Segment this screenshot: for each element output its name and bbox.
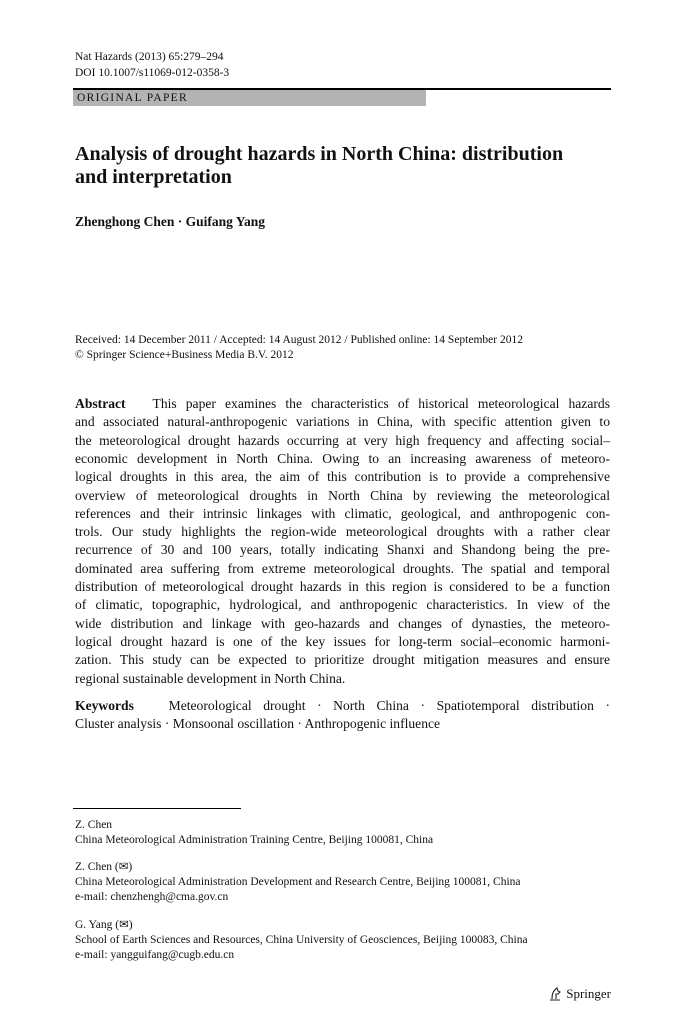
abstract-line: [75, 395, 610, 413]
abstract-text: This paper examines the characteristics of historical meteorological hazards: [152, 396, 610, 411]
abstract-line: logical droughts in this area, the aim of this contribution is to provide a comprehensive: [75, 469, 610, 485]
abstract-line: logical drought hazard is one of the key issues for long-term social–economic harmoni-: [75, 633, 610, 649]
email-link[interactable]: e-mail: chenzhengh@cma.gov.cn: [75, 891, 229, 903]
affiliation: [75, 818, 433, 848]
abstract-line: zation. This study can be expected to prioritize drought mitigation measures and ensure: [75, 652, 610, 668]
journal-citation: Nat Hazards (2013) 65:279–294: [75, 51, 224, 63]
affiliation-org: China Meteorological Administration Development and Research Centre, Beijing 100081, China: [75, 876, 521, 888]
publisher-logo: [547, 986, 611, 1002]
springer-horse-icon: [547, 986, 563, 1002]
abstract-line: of climatic, topographic, hydrological, and anthropogenic characteristics. In view of the: [75, 597, 610, 613]
footnote-rule: [73, 808, 241, 809]
section-label: ORIGINAL PAPER: [73, 90, 426, 106]
affiliation: [75, 918, 528, 963]
affiliation-name: Z. Chen: [75, 819, 113, 831]
affiliation-name: G. Yang (✉): [75, 919, 133, 931]
paper-title: [75, 143, 615, 189]
doi: DOI 10.1007/s11069-012-0358-3: [75, 67, 230, 79]
dates: Received: 14 December 2011 / Accepted: 14 August 2012 / Published online: 14 September 2012: [75, 334, 523, 346]
affiliation-org: China Meteorological Administration Training Centre, Beijing 100081, China: [75, 834, 434, 846]
abstract-line: references and their intrinsic linkages with climatic, geological, and anthropogenic con-: [75, 505, 610, 521]
keywords-line: Cluster analysis · Monsoonal oscillation · Anthropogenic influence: [75, 716, 441, 731]
keywords-label: Keywords: [75, 698, 134, 713]
abstract-line: the meteorological drought hazards occurring at very high frequency and affecting social–: [75, 432, 610, 448]
abstract-line: distribution of meteorological drought hazards in this region is considered to be a function: [75, 579, 610, 594]
abstract-line: wide distribution and linkage with geo-hazards and changes of dynasties, the meteoro-: [75, 615, 610, 631]
affiliation-org: School of Earth Sciences and Resources, China University of Geosciences, Beijing 100083, China: [75, 934, 528, 946]
affiliation-name: Z. Chen (✉): [75, 861, 133, 873]
abstract-line: recurrence of 30 and 100 years, totally indicating Shanxi and Shandong being the pre-: [75, 542, 610, 558]
abstract-line: overview of meteorological droughts in North China by reviewing the meteorological: [75, 487, 610, 503]
abstract-line: economic development in North China. Owing to an increasing awareness of meteoro-: [75, 450, 610, 466]
publisher-name: Springer: [566, 986, 611, 1001]
keywords-line: [75, 697, 610, 715]
title-line: and interpretation: [75, 166, 232, 188]
affiliation: [75, 860, 521, 905]
title-line: Analysis of drought hazards in North China: distribution: [75, 143, 564, 165]
abstract-line: and associated natural-anthropogenic variations in China, with specific attention given to: [75, 414, 610, 430]
copyright: © Springer Science+Business Media B.V. 2012: [75, 349, 294, 361]
abstract-line: dominated area suffering from extreme meteorological droughts. The spatial and temporal: [75, 560, 610, 576]
keywords-text: Meteorological drought · North China · Spatiotemporal distribution ·: [168, 698, 610, 713]
abstract-label: Abstract: [75, 396, 126, 411]
email-link[interactable]: e-mail: yangguifang@cugb.edu.cn: [75, 949, 235, 961]
authors: Zhenghong Chen · Guifang Yang: [75, 214, 266, 229]
abstract-line: trols. Our study highlights the region-wide meteorological droughts with a rather clear: [75, 524, 610, 540]
abstract-line: regional sustainable development in North China.: [75, 670, 346, 686]
